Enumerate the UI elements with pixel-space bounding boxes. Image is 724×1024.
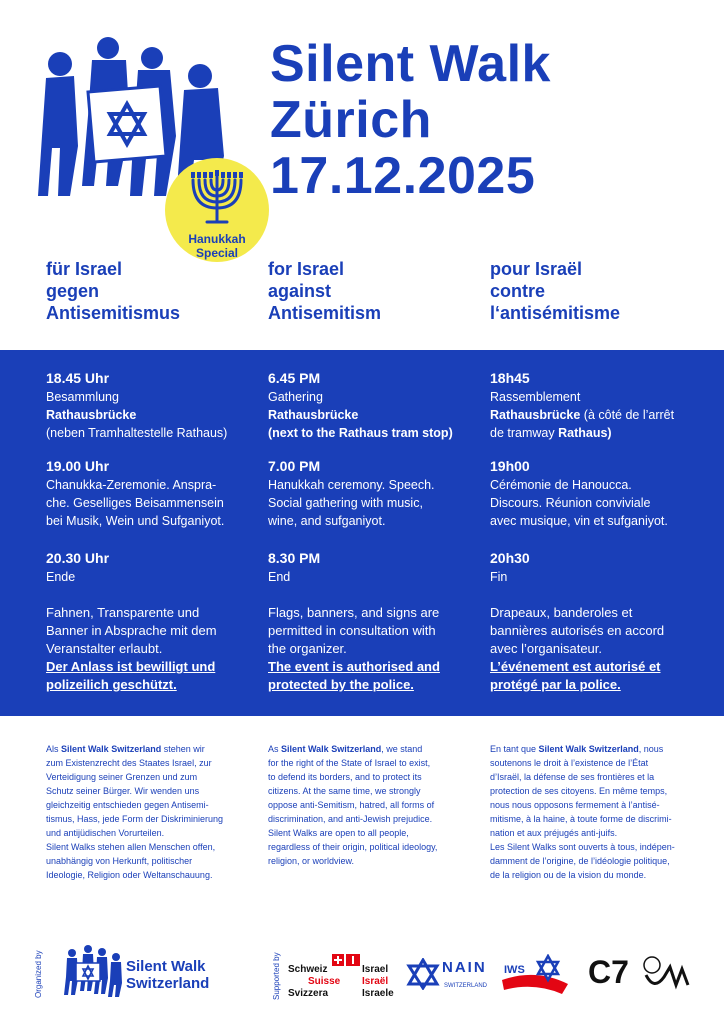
hero-section	[0, 0, 724, 340]
about-de-l4: Schutz seiner Bürger. Wir wenden uns	[46, 786, 200, 796]
about-de-l3: Verteidigung seiner Grenzen und zum	[46, 772, 198, 782]
about-en-l7: Silent Walks are open to all people,	[268, 828, 409, 838]
text-en-2b: Social gathering with music,	[268, 496, 423, 510]
text-en-1a: Gathering	[268, 390, 323, 404]
text-de-1c: (neben Tramhaltestelle Rathaus)	[46, 426, 228, 440]
tagline-de	[46, 258, 180, 324]
time-fr-1: 18h45	[490, 370, 530, 386]
time-fr-3: 20h30	[490, 550, 530, 566]
about-de-l8: Silent Walks stehen allen Menschen offen,	[46, 842, 216, 852]
about-de-l9: unabhängig von Herkunft, politischer	[46, 856, 193, 866]
note-en-1: Flags, banners, and signs are	[268, 605, 440, 620]
about-en-l5: oppose anti-Semitism, hatred, all forms of	[268, 800, 435, 810]
organized-by-label: Organized by	[34, 950, 43, 998]
title-line-2: Zürich	[270, 91, 432, 149]
about-fr-l2: soutenons le droit à l’existence de l’État	[490, 758, 649, 768]
organizer-name-line-2: Switzerland	[126, 975, 210, 992]
about-de-l6: tismus, Hass, jede Form der Diskriminierung	[46, 814, 224, 824]
organizer-name	[126, 958, 209, 992]
about-fr-pre: En tant que	[490, 744, 539, 754]
text-fr-1c-bold: Rathaus)	[558, 426, 612, 440]
time-de-3: 20.30 Uhr	[46, 550, 110, 566]
time-en-2: 7.00 PM	[268, 458, 321, 474]
tagline-en-line-2: against	[268, 281, 332, 301]
about-fr-l1: , nous	[638, 744, 664, 754]
nain-sub: SWITZERLAND	[444, 983, 488, 989]
about-de-l10: Ideologie, Religion oder Weltanschauung.	[46, 870, 213, 880]
text-de-1a: Besammlung	[46, 390, 119, 404]
about-de-l2: zum Existenzrecht des Staates Israel, zur	[46, 758, 212, 768]
note-en-permit-1: The event is authorised and	[268, 659, 440, 674]
embassy-schweiz: Schweiz	[288, 964, 328, 975]
text-fr-2c: avec musique, vin et sufganiyot.	[490, 514, 668, 528]
about-fr-l3: d’Israël, la défense de ses frontières et la	[490, 772, 655, 782]
tagline-de-line-3: Antisemitismus	[46, 303, 181, 323]
about-fr	[490, 742, 700, 882]
iws-name: IWS	[504, 964, 525, 976]
embassy-suisse: Suisse	[308, 976, 341, 987]
about-en-org: Silent Walk Switzerland	[281, 744, 382, 754]
organizer-name-line-1: Silent Walk	[126, 958, 206, 975]
embassy-israele: Israele	[362, 988, 394, 999]
about-de-org: Silent Walk Switzerland	[61, 744, 162, 754]
badge-line-2: Special	[195, 246, 239, 260]
about-en-pre: As	[268, 744, 282, 754]
tagline-en	[268, 258, 381, 324]
tagline-en-line-3: Antisemitism	[268, 303, 382, 323]
tagline-en-line-1: for Israel	[268, 259, 345, 279]
note-fr-3: avec l’organisateur.	[490, 641, 603, 656]
about-fr-l10: de la religion ou de la vision du monde.	[490, 870, 647, 880]
time-en-1: 6.45 PM	[268, 370, 321, 386]
tagline-fr-line-3: l‘antisémitisme	[490, 303, 621, 323]
time-de-2: 19.00 Uhr	[46, 458, 110, 474]
text-de-3a: Ende	[46, 570, 76, 584]
menorah-icon	[185, 170, 249, 230]
time-fr-2: 19h00	[490, 458, 530, 474]
note-de-1: Fahnen, Transparente und	[46, 605, 200, 620]
about-fr-l7: nation et aux préjugés anti-juifs.	[490, 828, 618, 838]
about-de-l7: und antijüdischen Vorurteilen.	[46, 828, 165, 838]
time-de-1: 18.45 Uhr	[46, 370, 110, 386]
text-fr-2a: Cérémonie de Hanoucca.	[490, 478, 632, 492]
nain-name: NAIN	[442, 959, 487, 976]
tagline-fr-line-2: contre	[490, 281, 546, 301]
note-de-3: Veranstalter erlaubt.	[46, 641, 163, 656]
about-fr-l9: damment de l’origine, de l’idéologie politique,	[490, 856, 670, 866]
note-fr-1: Drapeaux, banderoles et	[490, 605, 633, 620]
embassy-svizzera: Svizzera	[288, 988, 329, 999]
note-en-3: the organizer.	[268, 641, 347, 656]
about-en-l9: religion, or worldview.	[268, 856, 355, 866]
tagline-fr-line-1: pour Israël	[490, 259, 583, 279]
hebrew-org-logo-icon	[640, 955, 692, 993]
about-de-l1: stehen wir	[161, 744, 205, 754]
note-de-permit-2: polizeilich geschützt.	[46, 677, 177, 692]
text-fr-1c: de tramway	[490, 426, 559, 440]
note-en-permit-2: protected by the police.	[268, 677, 414, 692]
time-en-3: 8.30 PM	[268, 550, 321, 566]
badge-line-1: Hanukkah	[188, 232, 246, 246]
schedule-band	[0, 350, 724, 716]
about-en-l4: citizens. At the same time, we strongly	[268, 786, 421, 796]
text-fr-1b: (à côté de l’arrêt	[580, 408, 675, 422]
about-de-l5: gleichzeitig entschieden gegen Antisemi-	[46, 800, 209, 810]
silent-walk-logo-icon	[62, 945, 122, 997]
about-fr-org: Silent Walk Switzerland	[538, 744, 639, 754]
note-fr-permit-2: protégé par la police.	[490, 677, 621, 692]
text-en-3a: End	[268, 570, 291, 584]
about-fr-l4: protection de ses citoyens. En même temps,	[490, 786, 668, 796]
note-de-permit-1: Der Anlass ist bewilligt und	[46, 659, 216, 674]
supported-by-label: Supported by	[272, 952, 281, 1000]
about-en-l3: to defend its borders, and to protect its	[268, 772, 422, 782]
c7-logo: C7	[588, 954, 629, 990]
note-en-2: permitted in consultation with	[268, 623, 436, 638]
hanukkah-special-badge	[165, 158, 269, 262]
about-en	[268, 742, 468, 868]
event-title	[270, 36, 551, 204]
text-en-1b: Rathausbrücke	[268, 408, 359, 422]
text-fr-3a: Fin	[490, 570, 508, 584]
text-fr-1a: Rassemblement	[490, 390, 581, 404]
text-de-2a: Chanukka-Zeremonie. Anspra-	[46, 478, 217, 492]
about-fr-l8: Les Silent Walks sont ouverts à tous, indépen-	[490, 842, 675, 852]
text-en-2c: wine, and sufganiyot.	[268, 514, 386, 528]
about-en-l2: for the right of the State of Israel to exist,	[268, 758, 431, 768]
tagline-de-line-2: gegen	[46, 281, 100, 301]
embassy-israel-fr: Israël	[362, 976, 389, 987]
embassy-israel: Israel	[362, 964, 389, 975]
note-fr-2: bannières autorisés en accord	[490, 623, 665, 638]
text-de-2b: che. Geselliges Beisammensein	[46, 496, 224, 510]
text-en-1c: (next to the Rathaus tram stop)	[268, 426, 453, 440]
about-de-pre: Als	[46, 744, 62, 754]
nain-star-icon	[406, 958, 440, 990]
embassy-emblem-icon	[332, 954, 360, 976]
about-fr-l5: nous nous opposons fermement à l’antisé-	[490, 800, 660, 810]
note-de-2: Banner in Absprache mit dem	[46, 623, 217, 638]
title-line-3: 17.12.2025	[270, 147, 536, 205]
text-en-2a: Hanukkah ceremony. Speech.	[268, 478, 435, 492]
about-en-l1: , we stand	[381, 744, 423, 754]
about-en-l8: regardless of their origin, political ideology,	[268, 842, 438, 852]
title-line-1: Silent Walk	[270, 35, 551, 93]
text-fr-1b-bold: Rathausbrücke	[490, 408, 581, 422]
tagline-fr	[490, 258, 620, 324]
note-fr-permit-1: L’événement est autorisé et	[490, 659, 661, 674]
about-de	[46, 742, 246, 882]
text-de-2c: bei Musik, Wein und Sufganiyot.	[46, 514, 225, 528]
text-de-1b: Rathausbrücke	[46, 408, 137, 422]
about-fr-l6: mitisme, à la haine, à toute forme de discrimi-	[490, 814, 672, 824]
tagline-de-line-1: für Israel	[46, 259, 123, 279]
about-en-l6: discrimination, and anti-Jewish prejudice.	[268, 814, 433, 824]
text-fr-2b: Discours. Réunion conviviale	[490, 496, 651, 510]
